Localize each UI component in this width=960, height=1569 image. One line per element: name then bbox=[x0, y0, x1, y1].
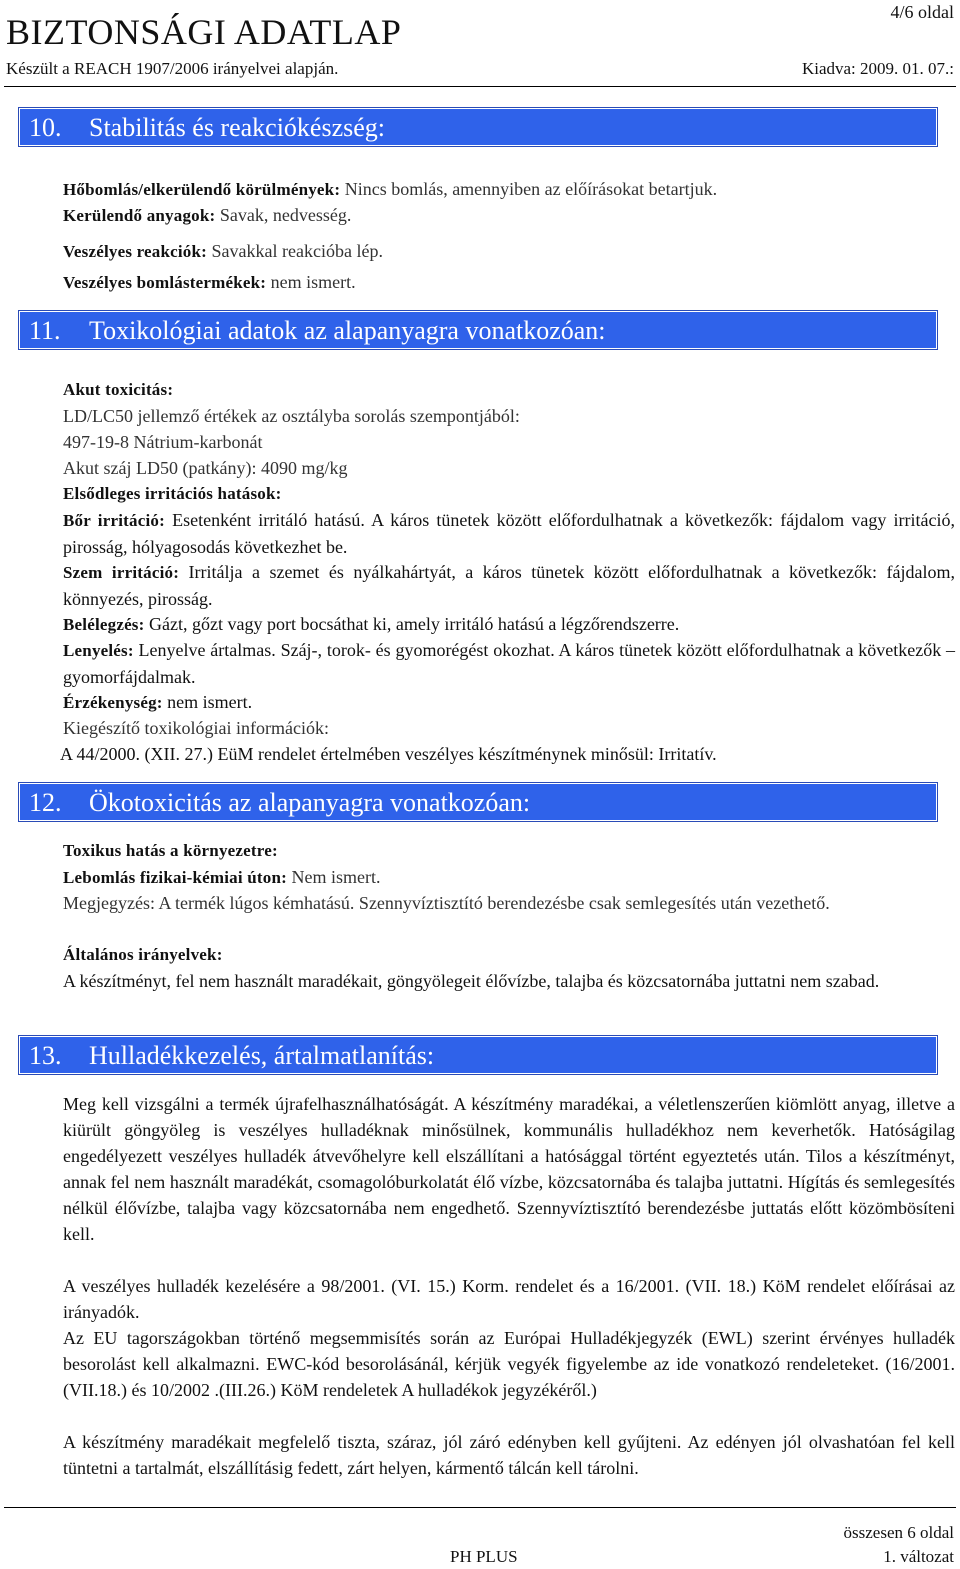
section-number: 10. bbox=[29, 113, 62, 142]
section-11-heading bbox=[18, 310, 938, 350]
section-number: 11. bbox=[29, 316, 61, 345]
field-avoid-materials: Kerülendő anyagok: Savak, nedvesség. bbox=[63, 205, 352, 225]
header-divider bbox=[4, 86, 956, 87]
general-guidelines-label: Általános irányelvek: bbox=[63, 945, 223, 964]
general-guidelines-text: A készítményt, fel nem használt maradékait, göngyölegeit élővízbe, talajba és közcsatornába juttatni nem szabad. bbox=[63, 971, 880, 991]
section-title: Toxikológiai adatok az alapanyagra vonatkozóan: bbox=[89, 316, 606, 345]
regulation-classification: A 44/2000. (XII. 27.) EüM rendelet értelmében veszélyes készítménynek minősül: Irritatív. bbox=[60, 744, 717, 764]
eco-note: Megjegyzés: A termék lúgos kémhatású. Szennyvíztisztító berendezésbe csak semlegesítés után vezethető. bbox=[63, 893, 830, 913]
extra-tox-info: Kiegészítő toxikológiai információk: bbox=[63, 718, 329, 738]
field-decomposition-products: Veszélyes bomlástermékek: nem ismert. bbox=[63, 272, 356, 292]
inhalation: Belélegzés: Gázt, gőzt vagy port bocsáthat ki, amely irritáló hatású a légzőrendszerre. bbox=[63, 614, 680, 634]
acute-toxicity-label: Akut toxicitás: bbox=[63, 380, 174, 399]
skin-irritation: Bőr irritáció: Esetenként irritáló hatású. A káros tünetek között előfordulhatnak a következők: fájdalom vagy irritáció, pirosság, hólyagosodás következhet be. bbox=[63, 510, 955, 557]
ingestion: Lenyelés: Lenyelve ártalmas. Száj-, torok- és gyomorégést okozhat. A káros tünetek között előfordulhatnak a következők – gyomorfájdalmak. bbox=[63, 640, 955, 687]
section-title: Hulladékkezelés, ártalmatlanítás: bbox=[89, 1041, 435, 1070]
sensitization: Érzékenység: nem ismert. bbox=[63, 692, 253, 712]
oral-ld50: Akut száj LD50 (patkány): 4090 mg/kg bbox=[63, 458, 348, 478]
document-title: BIZTONSÁGI ADATLAP bbox=[6, 12, 402, 52]
field-hazardous-reactions: Veszélyes reakciók: Savakkal reakcióba lép. bbox=[63, 241, 383, 261]
ld50-intro: LD/LC50 jellemző értékek az osztályba sorolás szempontjából: bbox=[63, 406, 520, 426]
cas-substance: 497-19-8 Nátrium-karbonát bbox=[63, 432, 263, 452]
waste-paragraph-4: A készítmény maradékait megfelelő tiszta, száraz, jól záró edényben kell gyűjteni. Az edényen jól olvashatóan fel kell tüntetni a tartalmát, elszállításig fedett, zárt helyen, kármentő tálcán kell tárolni. bbox=[63, 1432, 955, 1478]
waste-paragraph-1: Meg kell vizsgálni a termék újrafelhasználhatóságát. A készítmény maradékai, a véletlenszerűen kiömlött anyag, illetve a kiürült göngyöleg is veszélyes hulladéknak minősülnek, kommunális hulladékhoz nem keverhetők. Hatóságilag engedélyezett veszélyes hulladék átvevőhelyre kell elszállítani a hatósággal történt egyeztetés után. Tilos a készítményt, annak fel nem használt maradékát, csomagolóburkolatát élő vízbe, közcsatornába és talajba juttatni. Hígítás és semlegesítés nélkül élővízbe, talajba vagy közcsatornába nem engedhető. Szennyvíztisztító berendezésbe juttatás előtt közömbösíteni kell. bbox=[63, 1094, 955, 1244]
primary-irritation-label: Elsődleges irritációs hatások: bbox=[63, 484, 282, 503]
eye-irritation: Szem irritáció: Irritálja a szemet és nyálkahártyát, a káros tünetek között előfordulhatnak a következők: fájdalom, könnyezés, pirosság. bbox=[63, 562, 955, 609]
section-title: Stabilitás és reakciókészség: bbox=[89, 113, 386, 142]
footer-divider bbox=[4, 1507, 956, 1508]
document-subtitle: Készült a REACH 1907/2006 irányelvei alapján. bbox=[6, 59, 339, 78]
company-name: PH PLUS bbox=[450, 1547, 518, 1566]
section-number: 13. bbox=[29, 1041, 62, 1070]
field-decomposition: Hőbomlás/elkerülendő körülmények: Nincs bomlás, amennyiben az előírásokat betartjuk. bbox=[63, 179, 718, 199]
waste-paragraph-2: A veszélyes hulladék kezelésére a 98/2001. (VI. 15.) Korm. rendelet és a 16/2001. (VII. 18.) KöM rendelet előírásai az irányadók. bbox=[63, 1276, 955, 1322]
total-pages: összesen 6 oldal bbox=[843, 1523, 954, 1542]
section-10-heading bbox=[18, 107, 938, 147]
issue-date: Kiadva: 2009. 01. 07.: bbox=[801, 59, 954, 78]
degradation: Lebomlás fizikai-kémiai úton: Nem ismert. bbox=[63, 867, 381, 887]
section-12-heading bbox=[18, 782, 938, 822]
section-number: 12. bbox=[29, 788, 62, 817]
page-number: 4/6 oldal bbox=[890, 2, 954, 22]
waste-paragraph-3: Az EU tagországokban történő megsemmisítés során az Európai Hulladékjegyzék (EWL) szerint érvényes hulladék besorolást kell alkalmazni. EWC-kód besorolásánál, kérjük vegyék figyelembe az ide vonatkozó rendeleteket. (16/2001. (VII.18.) és 10/2002 .(III.26.) KöM rendeletek A hulladékok jegyzékéről.) bbox=[63, 1328, 955, 1400]
version: 1. változat bbox=[883, 1547, 954, 1566]
section-13-heading bbox=[18, 1035, 938, 1075]
env-toxicity-label: Toxikus hatás a környezetre: bbox=[63, 841, 278, 860]
section-title: Ökotoxicitás az alapanyagra vonatkozóan: bbox=[89, 788, 531, 817]
